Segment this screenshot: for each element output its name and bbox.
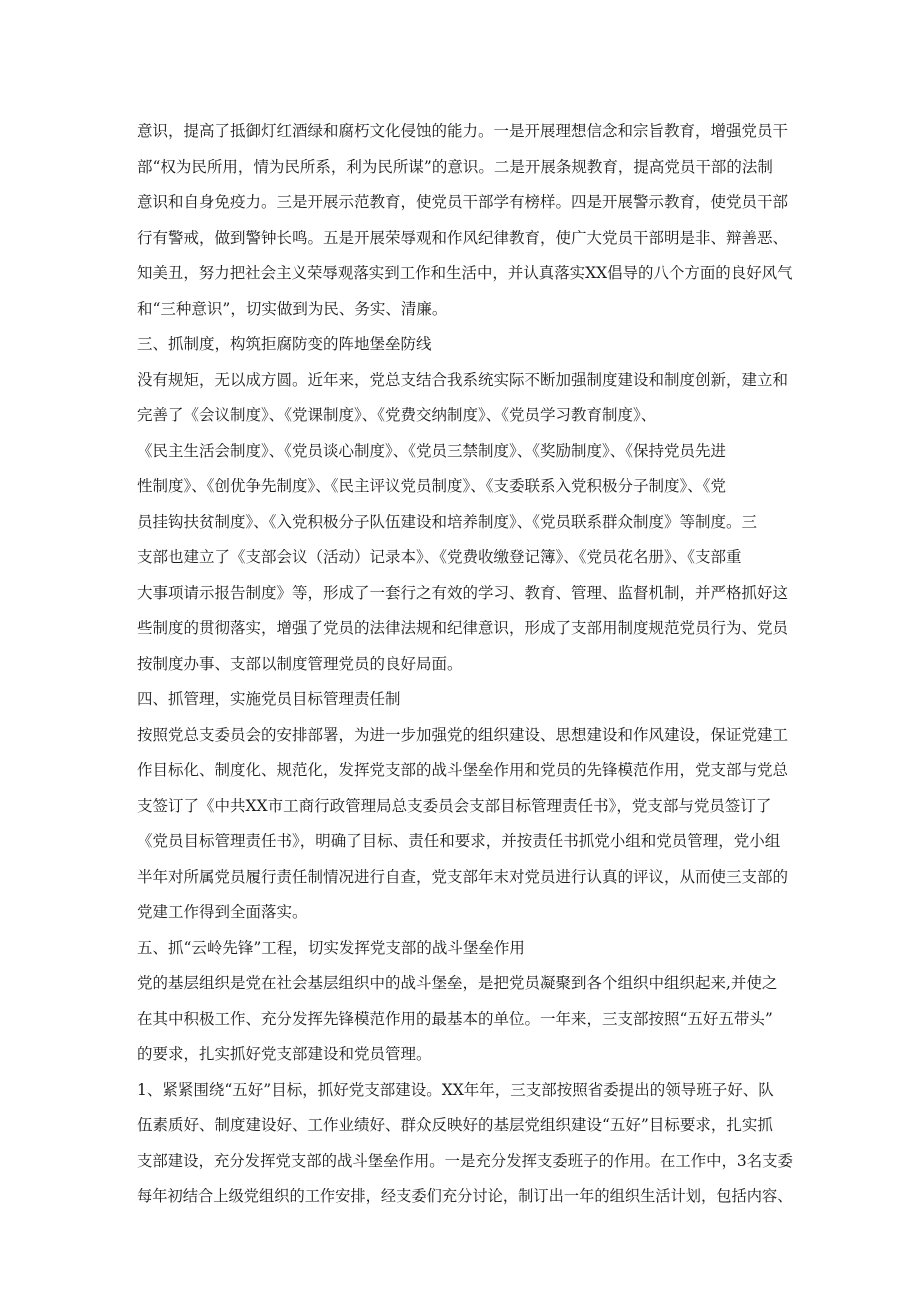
text-line: 按制度办事、支部以制度管理党员的良好局面。: [137, 655, 463, 673]
text-line: 半年对所属党员履行责任制情况进行自查，党支部年末对党员进行认真的评议，从而使三支部的: [137, 868, 789, 886]
text-line: 支签订了《中共XX市工商行政管理局总支委员会支部目标管理责任书》，党支部与党员签订了: [137, 797, 772, 815]
text-line: 员挂钩扶贫制度》、《入党积极分子队伍建设和培养制度》、《党员联系群众制度》等制度。三: [137, 513, 758, 531]
text-line: 《民主生活会制度》、《党员谈心制度》、《党员三禁制度》、《奖励制度》、《保持党员先进: [137, 442, 727, 460]
text-line: 意识，提高了抵御灯红酒绿和腐朽文化侵蚀的能力。一是开展理想信念和宗旨教育，增强党员干: [137, 122, 789, 140]
text-line: 伍素质好、制度建设好、工作业绩好、群众反映好的基层党组织建设“五好”目标要求，扎实抓: [137, 1116, 773, 1134]
text-line: 完善了《会议制度》、《党课制度》、《党费交纳制度》、《党员学习教育制度》、: [137, 406, 657, 424]
section-heading: 五、抓“云岭先锋”工程，切实发挥党支部的战斗堡垒作用: [137, 939, 525, 957]
text-line: 部“权为民所用，情为民所系，利为民所谋”的意识。二是开展条规教育，提高党员干部的法制: [137, 158, 773, 176]
text-line: 意识和自身免疫力。三是开展示范教育，使党员干部学有榜样。四是开展警示教育，使党员干部: [137, 193, 789, 211]
text-line: 性制度》、《创优争先制度》、《民主评议党员制度》、《支委联系入党积极分子制度》、《党: [137, 477, 727, 495]
text-line: 党建工作得到全面落实。: [137, 903, 308, 921]
section-heading: 四、抓管理，实施党员目标管理责任制: [137, 690, 401, 708]
text-line: 行有警戒，做到警钟长鸣。五是开展荣辱观和作风纪律教育，使广大党员干部明是非、辩善恶、: [137, 229, 789, 247]
text-line: 没有规矩，无以成方圆。近年来，党总支结合我系统实际不断加强制度建设和制度创新，建立和: [137, 371, 789, 389]
section-heading: 三、抓制度，构筑拒腐防变的阵地堡垒防线: [137, 335, 432, 353]
text-line: 大事项请示报告制度》等，形成了一套行之有效的学习、教育、管理、监督机制，并严格抓好这: [137, 584, 789, 602]
text-line: 党的基层组织是党在社会基层组织中的战斗堡垒，是把党员凝聚到各个组织中组织起来,并使之: [137, 974, 778, 992]
text-line: 作目标化、制度化、规范化，发挥党支部的战斗堡垒作用和党员的先锋模范作用，党支部与党总: [137, 761, 789, 779]
text-line: 和“三种意识”，切实做到为民、务实、清廉。: [137, 300, 448, 318]
text-line: 1、紧紧围绕“五好”目标，抓好党支部建设。XX年年，三支部按照省委提出的领导班子好、队: [137, 1081, 774, 1099]
text-line: 按照党总支委员会的安排部署，为进一步加强党的组织建设、思想建设和作风建设，保证党建工: [137, 726, 789, 744]
text-line: 知美丑，努力把社会主义荣辱观落实到工作和生活中，并认真落实XX倡导的八个方面的良好风气: [137, 264, 793, 282]
text-line: 每年初结合上级党组织的工作安排，经支委们充分讨论，制订出一年的组织生活计划，包括内容、: [137, 1187, 793, 1205]
text-line: 的要求，扎实抓好党支部建设和党员管理。: [137, 1045, 432, 1063]
text-line: 支部建设，充分发挥党支部的战斗堡垒作用。一是充分发挥支委班子的作用。在工作中，3名支委: [137, 1152, 793, 1170]
text-line: 些制度的贯彻落实，增强了党员的法律法规和纪律意识，形成了支部用制度规范党员行为、党员: [137, 619, 789, 637]
text-line: 在其中积极工作、充分发挥先锋模范作用的最基本的单位。一年来，三支部按照“五好五带头”: [137, 1010, 773, 1028]
text-line: 支部也建立了《支部会议（活动）记录本》、《党费收缴登记簿》、《党员花名册》、《支部重: [137, 548, 742, 566]
text-line: 《党员目标管理责任书》，明确了目标、责任和要求，并按责任书抓党小组和党员管理，党小组: [137, 832, 781, 850]
